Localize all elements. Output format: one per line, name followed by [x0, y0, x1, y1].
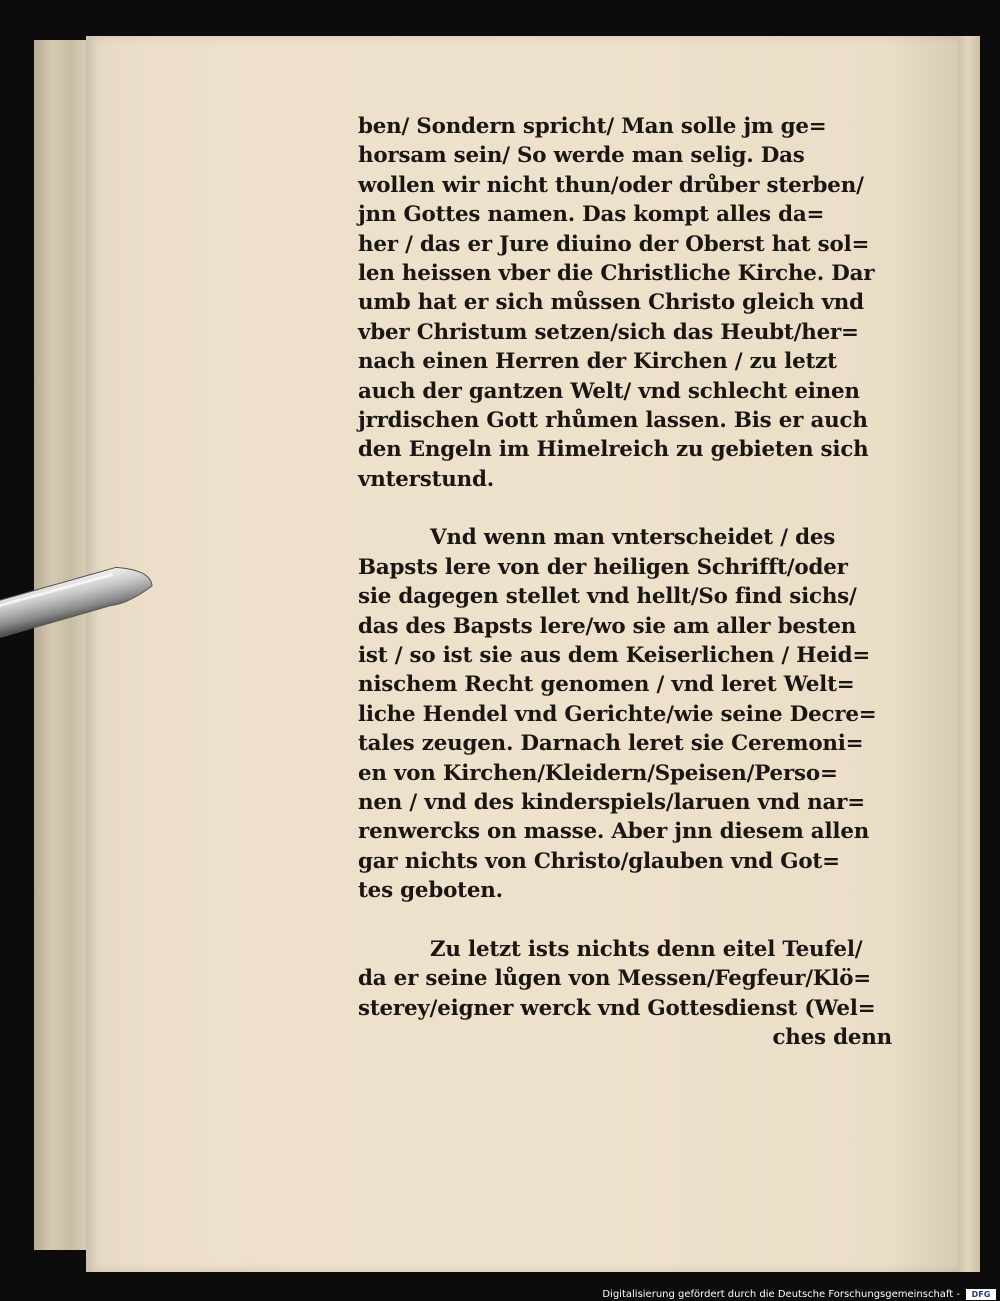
- text-line: liche Hendel vnd Gerichte/wie seine Decre=: [358, 701, 877, 727]
- text-line: nen / vnd des kinderspiels/laruen vnd nar=: [358, 789, 865, 815]
- text-line: den Engeln im Himelreich zu gebieten sich: [358, 437, 869, 463]
- paragraph-gap: [358, 494, 898, 523]
- text-line: en von Kirchen/Kleidern/Speisen/Perso=: [358, 760, 838, 786]
- text-line: Vnd wenn man vnterscheidet / des: [430, 525, 836, 551]
- text-line: her / das er Jure diuino der Oberst hat sol=: [358, 231, 870, 257]
- dfg-logo: DFG: [966, 1289, 996, 1300]
- text-line: ist / so ist sie aus dem Keiserlichen / Heid=: [358, 643, 871, 669]
- text-line: jnn Gottes namen. Das kompt alles da=: [358, 202, 825, 228]
- text-line: nach einen Herren der Kirchen / zu letzt: [358, 349, 837, 375]
- footer-credit: Digitalisierung gefördert durch die Deutsche Forschungsgemeinschaft -: [602, 1289, 960, 1300]
- text-line: wollen wir nicht thun/oder drůber sterben/: [358, 172, 864, 198]
- text-line: ben/ Sondern spricht/ Man solle jm ge=: [358, 114, 827, 139]
- text-line: Zu letzt ists nichts denn eitel Teufel/: [430, 936, 863, 962]
- text-line: tales zeugen. Darnach leret sie Ceremoni=: [358, 731, 864, 757]
- text-line: sterey/eigner werck vnd Gottesdienst (Wel=: [358, 995, 876, 1021]
- text-line: horsam sein/ So werde man selig. Das: [358, 143, 805, 169]
- text-line: auch der gantzen Welt/ vnd schlecht einen: [358, 378, 860, 404]
- page-text: [358, 112, 898, 1053]
- text-line: umb hat er sich můssen Christo gleich vnd: [358, 290, 864, 316]
- text-line: vber Christum setzen/sich das Heubt/her=: [358, 319, 859, 345]
- facing-page-edge: [958, 36, 980, 1272]
- catchword: ches denn: [772, 1025, 892, 1051]
- text-line: Bapsts lere von der heiligen Schrifft/oder: [358, 554, 848, 580]
- text-line: renwercks on masse. Aber jnn diesem allen: [358, 819, 870, 845]
- text-line: tes geboten.: [358, 878, 503, 904]
- text-line: da er seine lůgen von Messen/Fegfeur/Klö=: [358, 966, 871, 992]
- text-line: vnterstund.: [358, 466, 494, 492]
- text-line: sie dagegen stellet vnd hellt/So find sichs/: [358, 584, 857, 610]
- footer-bar: [0, 1288, 1000, 1301]
- page-stack-edge: [34, 40, 94, 1250]
- text-line: jrrdischen Gott rhůmen lassen. Bis er auch: [358, 407, 868, 433]
- text-line: nischem Recht genomen / vnd leret Welt=: [358, 672, 855, 698]
- text-line: das des Bapsts lere/wo sie am aller besten: [358, 613, 857, 639]
- text-line: len heissen vber die Christliche Kirche. Dar: [358, 260, 875, 286]
- paragraph-gap: [358, 906, 898, 935]
- text-line: gar nichts von Christo/glauben vnd Got=: [358, 848, 840, 874]
